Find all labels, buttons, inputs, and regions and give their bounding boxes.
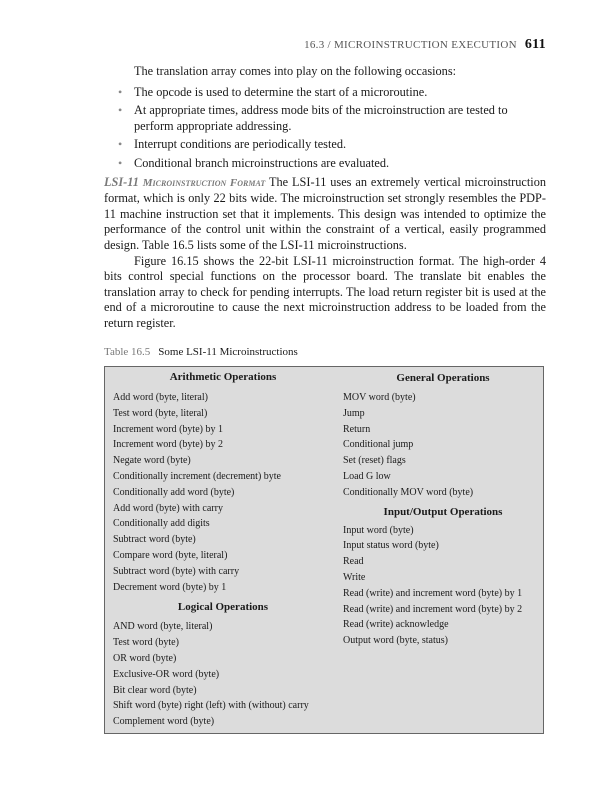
table-item: Negate word (byte) bbox=[113, 455, 191, 467]
logical-title: Logical Operations bbox=[177, 601, 269, 614]
running-header bbox=[304, 37, 546, 53]
table-item: Input word (byte) bbox=[343, 524, 414, 536]
table-title: Some LSI-11 Microinstructions bbox=[158, 346, 298, 358]
body-text bbox=[104, 64, 546, 332]
left-column bbox=[113, 367, 333, 730]
arithmetic-list bbox=[113, 390, 333, 595]
table-item: Conditionally add word (byte) bbox=[113, 486, 235, 498]
section-paragraph-1: LSI-11 Microinstruction Format The LSI-11 uses an extremely vertical microinstruction format, which is only 22 bits wide. The microinstruction set strongly resembles the PDP-11 machine instruction set that it implements. This design was intended to optimize the performance of the control unit within the constraint of a vertical, easily programmed design. Table 16.5 lists some of the LSI-11 microinstructions. bbox=[104, 174, 546, 252]
table-item: Read (write) and increment word (byte) by 1 bbox=[343, 587, 523, 599]
bullet-item: • The opcode is used to determine the start of a microroutine. bbox=[118, 84, 428, 99]
table-item: Subtract word (byte) with carry bbox=[113, 565, 240, 577]
table-item: Decrement word (byte) by 1 bbox=[113, 581, 227, 593]
table-item: Compare word (byte, literal) bbox=[113, 549, 228, 561]
table-item: Return bbox=[343, 423, 371, 435]
table-item: Read bbox=[343, 556, 364, 568]
bullet-item: • Interrupt conditions are periodically tested. bbox=[118, 137, 347, 152]
general-list bbox=[343, 390, 543, 501]
table-item: OR word (byte) bbox=[113, 652, 177, 664]
intro-paragraph: The translation array comes into play on the following occasions: bbox=[134, 64, 457, 78]
bullet-item: • Conditional branch microinstructions are evaluated. bbox=[118, 155, 390, 170]
table-caption bbox=[104, 346, 298, 358]
running-title: 16.3 / MICROINSTRUCTION EXECUTION bbox=[304, 39, 517, 51]
table-item: Input status word (byte) bbox=[343, 540, 439, 552]
table-item: Write bbox=[343, 571, 366, 583]
logical-list bbox=[113, 619, 333, 730]
section-heading: LSI-11 Microinstruction Format bbox=[104, 174, 266, 189]
table-item: Conditionally increment (decrement) byte bbox=[113, 470, 281, 482]
table-item: Output word (byte, status) bbox=[343, 635, 448, 647]
microinstruction-table bbox=[104, 366, 544, 734]
table-item: Set (reset) flags bbox=[343, 455, 406, 467]
io-list bbox=[343, 523, 543, 649]
table-item: Increment word (byte) by 2 bbox=[113, 439, 223, 451]
bullet-icon: • bbox=[118, 137, 123, 152]
bullet-icon: • bbox=[118, 103, 123, 118]
table-item: Read (write) and increment word (byte) by 2 bbox=[343, 603, 523, 615]
bullet-icon: • bbox=[118, 84, 123, 99]
table-item: Test word (byte) bbox=[113, 637, 179, 649]
table-item: Conditionally MOV word (byte) bbox=[343, 486, 474, 498]
table-item: MOV word (byte) bbox=[343, 392, 416, 403]
bullet-list bbox=[104, 85, 546, 172]
table-item: Load G low bbox=[343, 470, 391, 482]
bullet-icon: • bbox=[118, 155, 123, 170]
table-item: Add word (byte) with carry bbox=[113, 502, 223, 514]
general-title: General Operations bbox=[396, 372, 490, 384]
right-column bbox=[343, 367, 543, 649]
table-item: Bit clear word (byte) bbox=[113, 684, 197, 696]
table-item: Jump bbox=[343, 407, 365, 419]
bullet-item: • At appropriate times, address mode bits of the microinstruction are tested to perform appropriate addressing. bbox=[118, 103, 508, 133]
table-item: AND word (byte, literal) bbox=[113, 621, 213, 633]
io-title: Input/Output Operations bbox=[383, 505, 503, 518]
table-item: Complement word (byte) bbox=[113, 716, 215, 728]
table-item: Shift word (byte) right (left) with (without) carry bbox=[113, 700, 309, 712]
table-item: Add word (byte, literal) bbox=[113, 392, 208, 403]
table-label: Table 16.5 bbox=[104, 346, 151, 358]
table-item: Read (write) acknowledge bbox=[343, 619, 449, 631]
table-item: Conditionally add digits bbox=[113, 518, 210, 530]
table-item: Increment word (byte) by 1 bbox=[113, 423, 223, 435]
table-item: Subtract word (byte) bbox=[113, 534, 196, 546]
arithmetic-title: Arithmetic Operations bbox=[169, 371, 277, 383]
table-item: Test word (byte, literal) bbox=[113, 407, 208, 419]
section-paragraph-2: Figure 16.15 shows the 22-bit LSI-11 microinstruction format. The high-order 4 bits control special functions on the processor board. The translate bit enables the translation array to check for pending interrupts. The load return register bit is used at the end of a microroutine to cause the next microinstruction address to be loaded from the return register. bbox=[104, 253, 546, 330]
table-item: Exclusive-OR word (byte) bbox=[113, 668, 220, 680]
page-number: 611 bbox=[524, 37, 546, 52]
table-item: Conditional jump bbox=[343, 439, 414, 451]
